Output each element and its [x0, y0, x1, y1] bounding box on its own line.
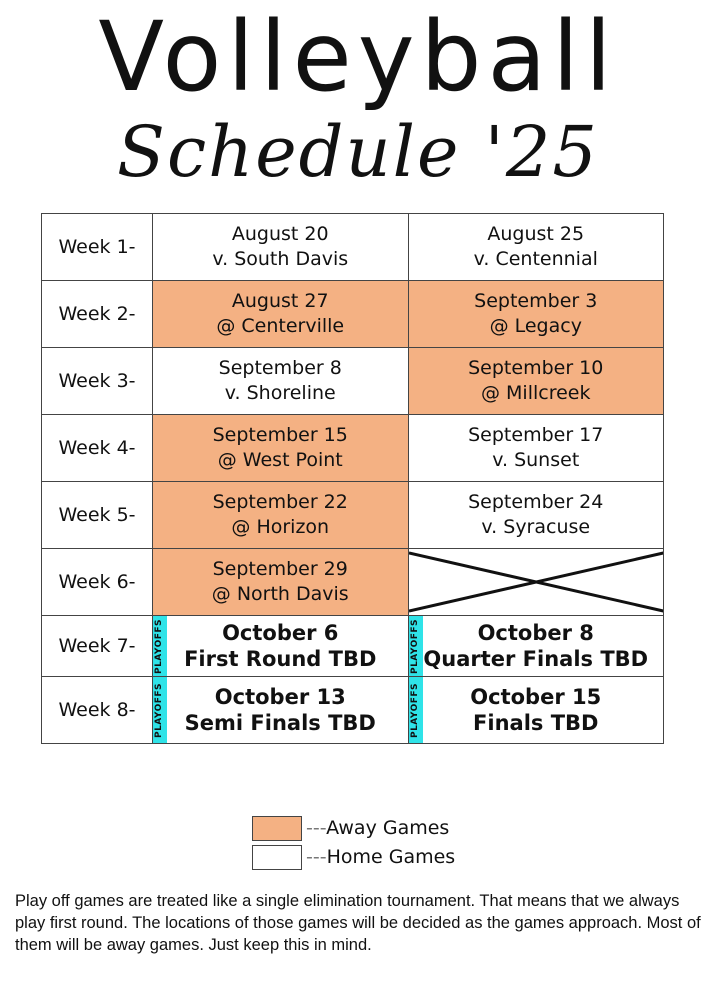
legend-away-label: ---Away Games [306, 817, 450, 839]
page-subtitle: Schedule '25 [117, 111, 599, 193]
game-date: September 17 [468, 424, 604, 446]
week-label: Week 3- [42, 348, 153, 415]
game-opponent: Finals TBD [473, 711, 599, 735]
table-row [42, 616, 664, 677]
game-date: September 15 [212, 424, 348, 446]
game-opponent: @ West Point [217, 449, 343, 471]
week-label: Week 1- [42, 214, 153, 281]
game-date: October 15 [470, 685, 602, 709]
empty-cell-crossed [408, 549, 664, 616]
week-label: Week 8- [42, 677, 153, 744]
legend-home-label: ---Home Games [306, 846, 456, 868]
game-opponent: v. South Davis [212, 248, 349, 270]
table-row [42, 415, 664, 482]
game-date: September 29 [212, 558, 348, 580]
game-opponent: v. Syracuse [481, 516, 591, 538]
game-date: October 13 [214, 685, 346, 709]
game-date: August 25 [487, 223, 585, 245]
game-opponent: @ Millcreek [481, 382, 591, 404]
game-cell [153, 415, 409, 482]
game-opponent: v. Shoreline [224, 382, 336, 404]
game-cell [153, 549, 409, 616]
game-cell [153, 616, 409, 677]
week-label: Week 4- [42, 415, 153, 482]
playoff-note: Play off games are treated like a single elimination tournament. That means that we always play first round. The locations of those games will be decided as the games approach. Most of them will be away games. Just keep this in mind. [15, 892, 701, 954]
game-date: August 27 [231, 290, 329, 312]
game-date: October 8 [477, 621, 594, 645]
schedule-table [41, 213, 664, 744]
game-date: September 10 [468, 357, 604, 379]
game-opponent: @ Centerville [216, 315, 345, 337]
table-row [42, 677, 664, 744]
game-cell [408, 415, 664, 482]
playoffs-tag: PLAYOFFS [153, 616, 167, 676]
game-cell [153, 281, 409, 348]
game-date: September 8 [218, 357, 342, 379]
game-cell [408, 348, 664, 415]
game-cell [153, 348, 409, 415]
game-cell [408, 677, 664, 744]
game-date: September 3 [474, 290, 598, 312]
game-date: September 22 [212, 491, 348, 513]
game-opponent: Semi Finals TBD [184, 711, 376, 735]
game-cell [153, 677, 409, 744]
legend-home-swatch [252, 845, 302, 870]
game-opponent: @ Legacy [489, 315, 582, 337]
table-row [42, 348, 664, 415]
table-row [42, 549, 664, 616]
table-row [42, 281, 664, 348]
game-cell [408, 281, 664, 348]
game-cell [408, 214, 664, 281]
playoffs-tag: PLAYOFFS [153, 677, 167, 743]
week-label: Week 5- [42, 482, 153, 549]
page-title: Volleyball [98, 1, 618, 113]
game-date: October 6 [222, 621, 339, 645]
game-cell [408, 616, 664, 677]
game-cell [153, 482, 409, 549]
game-opponent: @ Horizon [231, 516, 330, 538]
game-opponent: v. Sunset [492, 449, 580, 471]
game-opponent: v. Centennial [473, 248, 598, 270]
week-label: Week 7- [42, 616, 153, 677]
week-label: Week 6- [42, 549, 153, 616]
game-date: August 20 [231, 223, 329, 245]
legend-away-swatch [252, 816, 302, 841]
table-row [42, 482, 664, 549]
playoffs-tag: PLAYOFFS [409, 616, 423, 676]
game-opponent: First Round TBD [184, 647, 377, 671]
game-cell [153, 214, 409, 281]
game-cell [408, 482, 664, 549]
game-opponent: Quarter Finals TBD [423, 647, 649, 671]
cross-out-icon [409, 549, 664, 615]
game-opponent: @ North Davis [211, 583, 349, 605]
week-label: Week 2- [42, 281, 153, 348]
table-row [42, 214, 664, 281]
playoffs-tag: PLAYOFFS [409, 677, 423, 743]
game-date: September 24 [468, 491, 604, 513]
